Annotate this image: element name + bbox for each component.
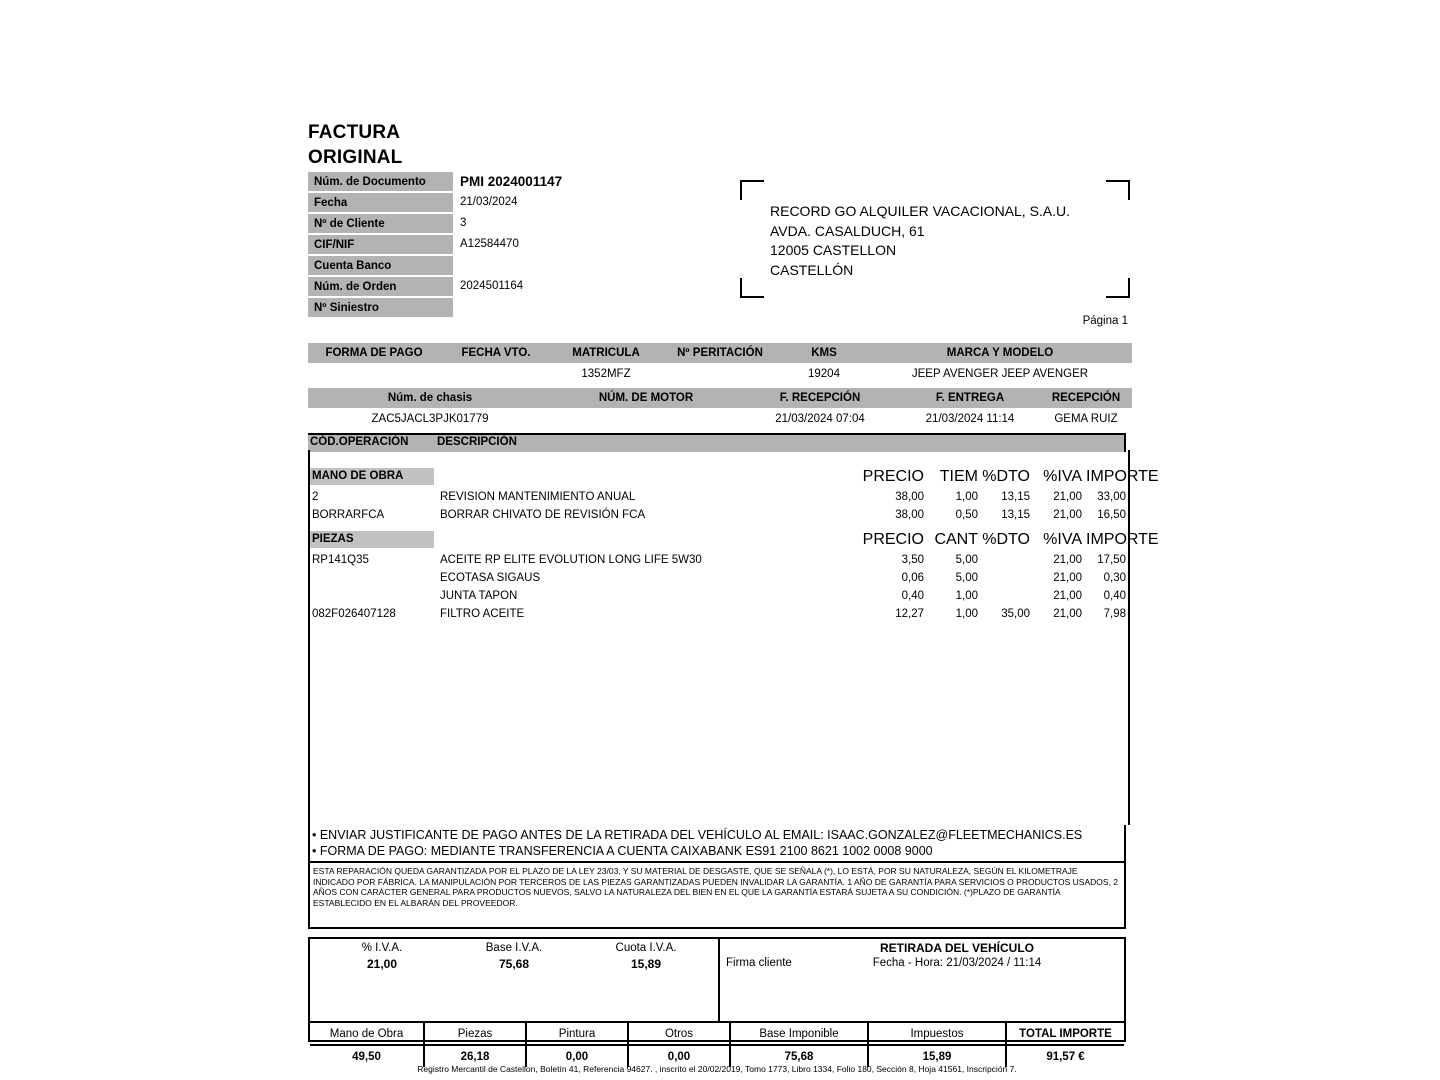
labor-group-header <box>310 468 1159 485</box>
row-cant: 5,00 <box>955 554 978 566</box>
title-line-factura: FACTURA <box>308 122 401 143</box>
document-title <box>308 120 403 170</box>
row-iva: 21,00 <box>1053 554 1082 566</box>
crop-mark-bottom-right-icon <box>1106 278 1130 298</box>
meta-label-cliente: Nº de Cliente <box>308 213 453 234</box>
table-row <box>310 605 1128 623</box>
meta-label-cuenta-banco: Cuenta Banco <box>308 255 453 276</box>
meta-row <box>308 276 453 297</box>
totals-vertical-divider <box>718 939 720 1021</box>
header-fecha-vto: FECHA VTO. <box>440 343 552 363</box>
parts-group-header <box>310 531 1159 548</box>
value-recepcion: GEMA RUIZ <box>1054 413 1118 425</box>
crop-mark-top-right-icon <box>1106 180 1130 200</box>
invoice-meta-labels <box>308 172 453 319</box>
header-f-recepcion: F. RECEPCIÓN <box>740 388 900 408</box>
total-value-total-importe: 91,57 € <box>1006 1045 1124 1067</box>
row-precio: 0,40 <box>901 590 924 602</box>
header-num-motor: NÚM. DE MOTOR <box>552 388 740 408</box>
row-dto: 35,00 <box>1001 608 1030 620</box>
title-line-original: ORIGINAL <box>308 147 403 168</box>
row-description: ECOTASA SIGAUS <box>440 572 541 584</box>
labor-col-iva: %IVA <box>1043 468 1082 485</box>
vehicle-header-table-1 <box>308 343 1132 385</box>
meta-label-documento: Núm. de Documento <box>308 172 453 192</box>
vehicle-header-row <box>308 343 1132 363</box>
meta-value-documento: PMI 2024001147 <box>460 174 563 189</box>
labor-col-tiem: TIEM <box>939 468 978 485</box>
label-pct-iva: % I.V.A. <box>361 942 403 954</box>
meta-row <box>308 297 453 318</box>
row-dto: 13,15 <box>1001 509 1030 521</box>
row-cant: 1,00 <box>955 590 978 602</box>
header-peritacion: Nº PERITACIÓN <box>660 343 780 363</box>
pickup-datetime: Fecha - Hora: 21/03/2024 / 11:14 <box>872 957 1042 969</box>
invoice-page <box>308 0 1159 1080</box>
meta-row <box>308 192 453 213</box>
row-importe: 17,50 <box>1097 554 1126 566</box>
parts-group-label: PIEZAS <box>310 531 434 548</box>
header-descripcion: DESCRIPCIÓN <box>437 436 517 448</box>
row-iva: 21,00 <box>1053 491 1082 503</box>
header-forma-de-pago: FORMA DE PAGO <box>308 343 440 363</box>
value-peritacion <box>660 363 780 385</box>
labor-col-dto: %DTO <box>982 468 1030 485</box>
address-line-province: CASTELLÓN <box>770 261 854 278</box>
meta-value-orden: 2024501164 <box>460 280 524 292</box>
labor-col-precio: PRECIO <box>862 468 924 485</box>
parts-col-dto: %DTO <box>982 531 1030 548</box>
row-importe: 0,40 <box>1103 590 1126 602</box>
totals-header-row <box>310 1022 1124 1045</box>
parts-col-importe: IMPORTE <box>1086 531 1159 548</box>
header-matricula: MATRICULA <box>552 343 660 363</box>
pickup-title: RETIRADA DEL VEHÍCULO <box>879 941 1034 955</box>
meta-label-siniestro: Nº Siniestro <box>308 297 453 318</box>
row-importe: 16,50 <box>1097 509 1126 521</box>
row-code: 082F026407128 <box>312 608 396 620</box>
row-tiem: 1,00 <box>955 491 978 503</box>
header-f-entrega: F. ENTREGA <box>900 388 1040 408</box>
total-value-impuestos: 15,89 <box>868 1045 1006 1067</box>
header-kms: KMS <box>780 343 868 363</box>
value-num-motor <box>552 408 740 430</box>
total-header-piezas: Piezas <box>424 1022 526 1045</box>
row-description: REVISION MANTENIMIENTO ANUAL <box>440 491 636 503</box>
note-payment-line: • FORMA DE PAGO: MEDIANTE TRANSFERENCIA A CUENTA CAIXABANK ES91 2100 8621 1002 0008 9000 <box>312 844 933 858</box>
row-importe: 0,30 <box>1103 572 1126 584</box>
value-forma-de-pago <box>308 363 440 385</box>
customer-address-block <box>740 180 1130 298</box>
total-header-otros: Otros <box>628 1022 730 1045</box>
row-precio: 12,27 <box>895 608 924 620</box>
total-value-piezas: 26,18 <box>424 1045 526 1067</box>
value-cuota-iva: 15,89 <box>630 957 662 971</box>
value-marca-modelo: JEEP AVENGER JEEP AVENGER <box>911 368 1089 380</box>
value-kms: 19204 <box>808 368 840 380</box>
row-iva: 21,00 <box>1053 572 1082 584</box>
parts-col-iva: %IVA <box>1043 531 1082 548</box>
vehicle-header-table-2 <box>308 388 1132 430</box>
total-value-mano-obra: 49,50 <box>310 1045 424 1067</box>
label-base-iva: Base I.V.A. <box>485 942 543 954</box>
meta-value-fecha: 21/03/2024 <box>460 196 518 208</box>
meta-row <box>308 172 453 192</box>
meta-label-fecha: Fecha <box>308 192 453 213</box>
row-description: JUNTA TAPON <box>440 590 518 602</box>
table-row <box>310 587 1128 605</box>
labor-group-label: MANO DE OBRA <box>310 468 434 485</box>
totals-table <box>310 1021 1124 1067</box>
signature-label: Firma cliente <box>726 957 792 969</box>
header-recepcion: RECEPCIÓN <box>1040 388 1132 408</box>
total-value-base-imponible: 75,68 <box>730 1045 868 1067</box>
value-f-entrega: 21/03/2024 11:14 <box>925 413 1015 425</box>
parts-col-precio: PRECIO <box>862 531 924 548</box>
warranty-legal-text: ESTA REPARACIÓN QUEDA GARANTIZADA POR EL PLAZO DE LA LEY 23/03, Y SU MATERIAL DE DESGASTE, QUE SE SEÑALA (*), LO ESTÁ, POR SU NATURALEZA, SEGÚN EL KILOMETRAJE INDICADO POR FÁBRICA. LA MANIPULACIÓN POR TERCEROS DE LAS PIEZAS GARANTIZADAS PUEDEN INVALIDAR LA GARANTÍA. 1 AÑO DE GARANTÍA PARA SERVICIOS O PRODUCTOS USADOS, 2 AÑOS CON CARÁCTER GENERAL PARA PRODUCTOS NUEVOS, SALVO LA NATURALEZA DEL BIEN EN EL QUE LA GARANTÍA ESTARÁ SUJETA A SU CONDICIÓN. (*)PLAZO DE GARANTÍA ESTABLECIDO EN EL ALBARÁN DEL PROVEEDOR. <box>308 861 1126 929</box>
row-iva: 21,00 <box>1053 608 1082 620</box>
row-cant: 1,00 <box>955 608 978 620</box>
header-cod-operacion: CÓD.OPERACIÓN <box>310 436 409 448</box>
crop-mark-top-left-icon <box>740 180 764 200</box>
payment-notes <box>308 825 1126 862</box>
value-fecha-vto <box>440 363 552 385</box>
value-pct-iva: 21,00 <box>366 957 398 971</box>
row-description: ACEITE RP ELITE EVOLUTION LONG LIFE 5W30 <box>440 554 702 566</box>
vehicle-value-row <box>308 363 1132 385</box>
row-code: RP141Q35 <box>312 554 369 566</box>
value-matricula: 1352MFZ <box>581 368 631 380</box>
meta-label-orden: Núm. de Orden <box>308 276 453 297</box>
row-cant: 5,00 <box>955 572 978 584</box>
table-row <box>310 551 1128 569</box>
row-tiem: 0,50 <box>955 509 978 521</box>
address-line-street: AVDA. CASALDUCH, 61 <box>770 222 925 239</box>
table-row <box>310 506 1128 524</box>
total-header-pintura: Pintura <box>526 1022 628 1045</box>
page-number: Página 1 <box>1082 315 1128 327</box>
value-f-recepcion: 21/03/2024 07:04 <box>775 413 865 425</box>
meta-row <box>308 213 453 234</box>
meta-value-siniestro <box>460 298 760 317</box>
row-precio: 0,06 <box>901 572 924 584</box>
row-iva: 21,00 <box>1053 509 1082 521</box>
meta-value-cifnif: A12584470 <box>460 238 519 250</box>
meta-row <box>308 255 453 276</box>
table-row <box>310 488 1128 506</box>
total-header-impuestos: Impuestos <box>868 1022 1006 1045</box>
meta-value-cuenta-banco <box>460 256 760 275</box>
total-value-otros: 0,00 <box>628 1045 730 1067</box>
meta-value-cliente: 3 <box>460 217 467 229</box>
header-num-chasis: Núm. de chasis <box>308 388 552 408</box>
registry-footer: Registro Mercantil de Castellon, Boletín 41, Referencia 94627. , inscrito el 20/02/2019, Tomo 1773, Libro 1334, Folio 180, Sección 8, Hoja 41561, Inscripción 7. <box>417 1064 1017 1074</box>
row-description: BORRAR CHIVATO DE REVISIÓN FCA <box>440 509 646 521</box>
header-marca-modelo: MARCA Y MODELO <box>868 343 1132 363</box>
table-row <box>310 569 1128 587</box>
value-num-chasis: ZAC5JACL3PJK01779 <box>371 413 489 425</box>
row-iva: 21,00 <box>1053 590 1082 602</box>
note-email-line: • ENVIAR JUSTIFICANTE DE PAGO ANTES DE LA RETIRADA DEL VEHÍCULO AL EMAIL: ISAAC.GONZALEZ@FLEETMECHANICS.ES <box>312 828 1083 842</box>
row-dto: 13,15 <box>1001 491 1030 503</box>
parts-col-cant: CANT <box>934 531 978 548</box>
row-importe: 7,98 <box>1103 608 1126 620</box>
row-precio: 38,00 <box>895 509 924 521</box>
address-line-city: 12005 CASTELLON <box>770 242 897 258</box>
address-line-company: RECORD GO ALQUILER VACACIONAL, S.A.U. <box>770 203 1071 219</box>
line-items-area <box>308 450 1159 825</box>
row-code: BORRARFCA <box>312 509 385 521</box>
vehicle-value-row <box>308 408 1132 430</box>
total-value-pintura: 0,00 <box>526 1045 628 1067</box>
row-precio: 3,50 <box>901 554 924 566</box>
address-lines <box>770 202 1070 280</box>
total-header-total-importe: TOTAL IMPORTE <box>1006 1022 1124 1045</box>
value-base-iva: 75,68 <box>498 957 530 971</box>
invoice-meta-values <box>460 172 760 319</box>
totals-section <box>308 937 1126 1063</box>
vehicle-header-row <box>308 388 1132 408</box>
labor-col-importe: IMPORTE <box>1086 468 1159 485</box>
meta-row <box>308 234 453 255</box>
row-description: FILTRO ACEITE <box>440 608 525 620</box>
crop-mark-bottom-left-icon <box>740 278 764 298</box>
row-precio: 38,00 <box>895 491 924 503</box>
meta-label-cifnif: CIF/NIF <box>308 234 453 255</box>
total-header-base-imponible: Base Imponible <box>730 1022 868 1045</box>
row-importe: 33,00 <box>1097 491 1126 503</box>
total-header-mano-obra: Mano de Obra <box>310 1022 424 1045</box>
row-code: 2 <box>312 491 319 503</box>
label-cuota-iva: Cuota I.V.A. <box>615 942 677 954</box>
